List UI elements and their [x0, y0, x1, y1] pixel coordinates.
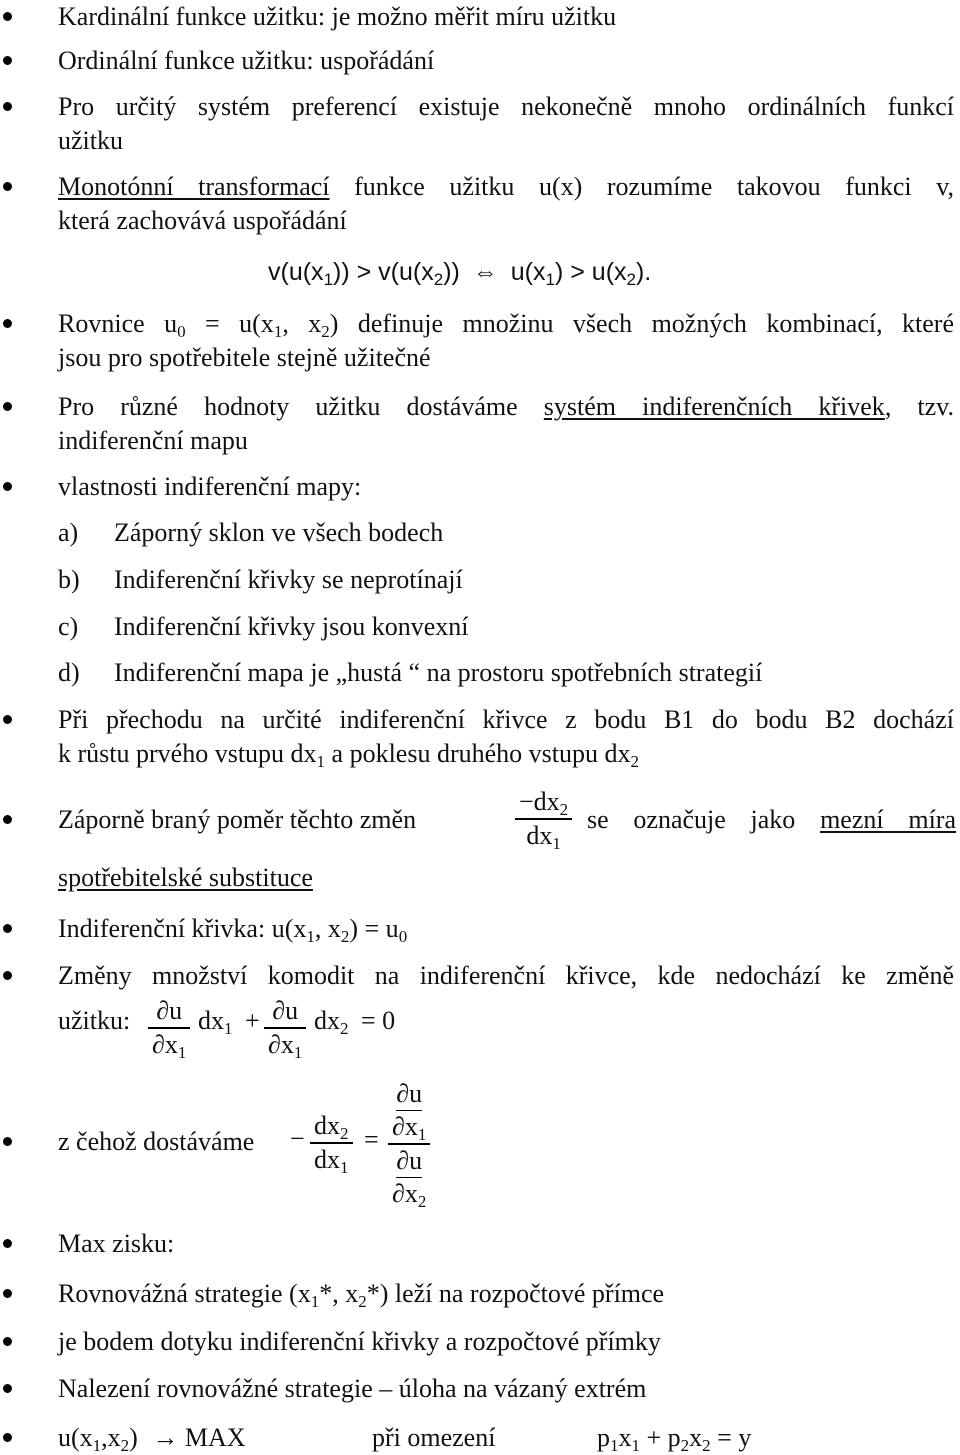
bullet-dot — [3, 924, 12, 933]
arrow-icon: → — [152, 1423, 179, 1452]
monotonic-formula: $v(u(x_1)) > v(u(x_2))$ ⇔ $u(x_1) > u(x_2)$. — [268, 258, 652, 289]
underlined-term: systém indiferenčních křivek — [543, 392, 885, 421]
bullet-item — [58, 959, 954, 993]
list-text: Indiferenční mapa je „hustá “ na prostoru spotřebních strategií — [114, 658, 763, 687]
max-label: MAX — [184, 1423, 246, 1452]
bullet-item — [58, 470, 954, 504]
bullet-dot — [3, 12, 12, 21]
bullet-item — [58, 307, 954, 375]
bullet-dot — [3, 1289, 12, 1298]
list-item — [58, 610, 954, 644]
item-text-right: se označuje jako mezní míra — [587, 805, 956, 834]
underlined-term: mezní míra — [820, 805, 956, 834]
item-text-continued: užitku: — [58, 1006, 131, 1035]
bullet-dot — [3, 815, 12, 824]
partial-derivative-2: ∂u $\partial x_1$ — [264, 995, 306, 1061]
bullet-item — [58, 44, 954, 78]
minus-sign: − — [290, 1124, 305, 1153]
item-text: Ordinální funkce užitku: uspořádání — [58, 46, 435, 75]
list-label: c) — [58, 612, 79, 641]
list-label: d) — [58, 658, 80, 687]
bullet-dot — [3, 319, 12, 328]
bullet-dot — [3, 102, 12, 111]
constraint-label: při omezení — [372, 1423, 496, 1452]
bullet-item — [58, 1277, 954, 1311]
mrs-fraction: $dx_2$ $dx_1$ — [310, 1110, 353, 1176]
bullet-item — [58, 912, 954, 946]
equivalence-icon: ⇔ — [472, 258, 498, 286]
item-text: je bodem dotyku indiferenční křivky a rozpočtové přímky — [58, 1327, 661, 1356]
item-text: Rovnovážná strategie ($x_1*$, $x_2*$) leží na rozpočtové přímce — [58, 1279, 665, 1311]
bullet-dot — [3, 1137, 12, 1146]
bullet-dot — [3, 56, 12, 65]
item-text-continued: jsou pro spotřebitele stejně užitečné — [58, 343, 431, 372]
item-text: Rovnice $u_0 = u(x_1$, $x_2$) definuje množinu všech možných kombinací, které — [58, 309, 954, 341]
item-text: Monotónní transformací funkce užitku u(x) rozumíme takovou funkci v, — [58, 172, 954, 201]
item-text: Pro různé hodnoty užitku dostáváme systém indiferenčních křivek, tzv. — [58, 392, 954, 421]
differential-1: $dx_1$ + — [198, 1006, 260, 1038]
item-text: Indiferenční křivka: $u(x_1$, $x_2) = u_0$ — [58, 914, 408, 946]
bullet-item — [58, 170, 954, 238]
differential-2: $dx_2 = 0$ — [314, 1006, 396, 1038]
bullet-dot — [3, 182, 12, 191]
bullet-item — [58, 390, 954, 458]
list-text: Indiferenční křivky se neprotínají — [114, 565, 463, 594]
item-text-continued: indiferenční mapu — [58, 426, 248, 455]
bullet-item — [58, 90, 954, 158]
item-text: Pro určitý systém preferencí existuje nekonečně mnoho ordinálních funkcí — [58, 92, 954, 121]
mrs-ratio: $-dx_2$ $dx_1$ — [515, 786, 572, 852]
item-text-continued: k růstu prvého vstupu $dx_1$ a poklesu druhého vstupu $dx_2$ — [58, 739, 640, 771]
item-text-continued: která zachovává uspořádání — [58, 206, 347, 235]
item-text: Nalezení rovnovážné strategie – úloha na vázaný extrém — [58, 1374, 647, 1403]
underlined-term: Monotónní transformací — [58, 172, 330, 201]
item-text-continued — [58, 861, 954, 895]
bullet-dot — [3, 1239, 12, 1248]
list-label: a) — [58, 518, 79, 547]
item-text: Max zisku: — [58, 1229, 175, 1258]
list-text: Indiferenční křivky jsou konvexní — [114, 612, 469, 641]
item-text: Kardinální funkce užitku: je možno měřit míru užitku — [58, 2, 617, 31]
bullet-item — [58, 1421, 954, 1455]
bullet-dot — [3, 402, 12, 411]
bullet-item — [58, 1325, 954, 1359]
item-text-continued: užitku — [58, 126, 123, 155]
bullet-dot — [3, 482, 12, 491]
budget-constraint: $p_1x_1 + p_2x_2 = y$ — [597, 1423, 752, 1455]
item-text: Při přechodu na určité indiferenční křivce z bodu B1 do bodu B2 dochází — [58, 705, 954, 734]
underlined-term: spotřebitelské substituce — [58, 863, 313, 892]
list-item — [58, 563, 954, 597]
item-text: Záporně braný poměr těchto změn — [58, 805, 417, 834]
bullet-item — [58, 1372, 954, 1406]
bullet-dot — [3, 971, 12, 980]
bullet-dot — [3, 1384, 12, 1393]
bullet-item — [58, 703, 954, 771]
marginal-utility-ratio: ∂u $\partial x_1$ ∂u $\partial x_2$ — [388, 1078, 430, 1210]
list-text: Záporný sklon ve všech bodech — [114, 518, 444, 547]
item-text: vlastnosti indiferenční mapy: — [58, 472, 362, 501]
list-item — [58, 656, 954, 690]
bullet-dot — [3, 715, 12, 724]
bullet-item — [58, 1125, 954, 1159]
list-item — [58, 516, 954, 550]
partial-derivative-1: ∂u $\partial x_1$ — [148, 995, 190, 1061]
objective-formula: $u(x_1,x_2)$ — [58, 1423, 138, 1455]
item-text: z čehož dostáváme — [58, 1127, 255, 1156]
list-label: b) — [58, 565, 80, 594]
item-text: Změny množství komodit na indiferenční křivce, kde nedochází ke změně — [58, 961, 954, 990]
bullet-dot — [3, 1337, 12, 1346]
bullet-item — [58, 0, 954, 34]
bullet-item — [58, 1227, 954, 1261]
bullet-dot — [3, 1433, 12, 1442]
equals-sign: = — [364, 1125, 379, 1154]
